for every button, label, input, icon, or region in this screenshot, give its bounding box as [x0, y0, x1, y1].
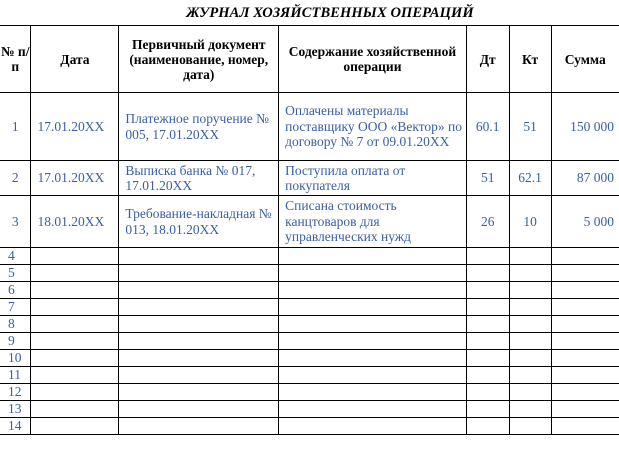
- row-num: 9: [0, 333, 31, 350]
- header-sum: Сумма: [551, 26, 619, 93]
- header-document: Первичный документ (наименование, номер, дата): [119, 26, 279, 93]
- row-sum: 87 000: [551, 161, 619, 196]
- row-content: Поступила оплата от покупателя: [279, 161, 467, 196]
- row-credit: 10: [509, 196, 551, 248]
- row-num: 3: [0, 196, 31, 248]
- row-content: Оплачены материалы поставщику ООО «Вектор» по договору № 7 от 09.01.20ХХ: [279, 93, 467, 161]
- row-date: 18.01.20ХХ: [31, 196, 119, 248]
- row-num: 5: [0, 265, 31, 282]
- row-num: 14: [0, 418, 31, 435]
- row-num: 8: [0, 316, 31, 333]
- header-credit: Кт: [509, 26, 551, 93]
- table-row: [0, 384, 619, 401]
- table-row: [0, 248, 619, 265]
- table-row: [0, 265, 619, 282]
- header-debit: Дт: [466, 26, 509, 93]
- row-num: 13: [0, 401, 31, 418]
- journal-table: [0, 25, 619, 435]
- journal-title: ЖУРНАЛ ХОЗЯЙСТВЕННЫХ ОПЕРАЦИЙ: [186, 5, 474, 21]
- row-num: 6: [0, 282, 31, 299]
- row-document: Выписка банка № 017, 17.01.20ХХ: [119, 161, 279, 196]
- row-num: 7: [0, 299, 31, 316]
- row-num: 2: [0, 161, 31, 196]
- row-credit: 51: [509, 93, 551, 161]
- row-debit: 60.1: [466, 93, 509, 161]
- row-credit: 62.1: [509, 161, 551, 196]
- row-date: 17.01.20ХХ: [31, 93, 119, 161]
- table-row: [0, 401, 619, 418]
- row-num: 1: [0, 93, 31, 161]
- table-row: [0, 161, 619, 196]
- row-date: 17.01.20ХХ: [31, 161, 119, 196]
- row-debit: 26: [466, 196, 509, 248]
- row-document: Требование-накладная № 013, 18.01.20ХХ: [119, 196, 279, 248]
- row-sum: 150 000: [551, 93, 619, 161]
- row-num: 11: [0, 367, 31, 384]
- table-row: [0, 418, 619, 435]
- header-content: Содержание хозяйственной операции: [279, 26, 467, 93]
- table-row: [0, 299, 619, 316]
- header-num: № п/п: [0, 26, 31, 93]
- row-num: 4: [0, 248, 31, 265]
- row-document: Платежное поручение № 005, 17.01.20ХХ: [119, 93, 279, 161]
- row-debit: 51: [466, 161, 509, 196]
- row-sum: 5 000: [551, 196, 619, 248]
- table-row: [0, 196, 619, 248]
- row-num: 12: [0, 384, 31, 401]
- row-num: 10: [0, 350, 31, 367]
- table-row: [0, 316, 619, 333]
- header-date: Дата: [31, 26, 119, 93]
- table-row: [0, 333, 619, 350]
- table-row: [0, 350, 619, 367]
- table-row: [0, 367, 619, 384]
- row-content: Списана стоимость канцтоваров для управленческих нужд: [279, 196, 467, 248]
- table-row: [0, 93, 619, 161]
- header-row: [0, 26, 619, 93]
- table-row: [0, 282, 619, 299]
